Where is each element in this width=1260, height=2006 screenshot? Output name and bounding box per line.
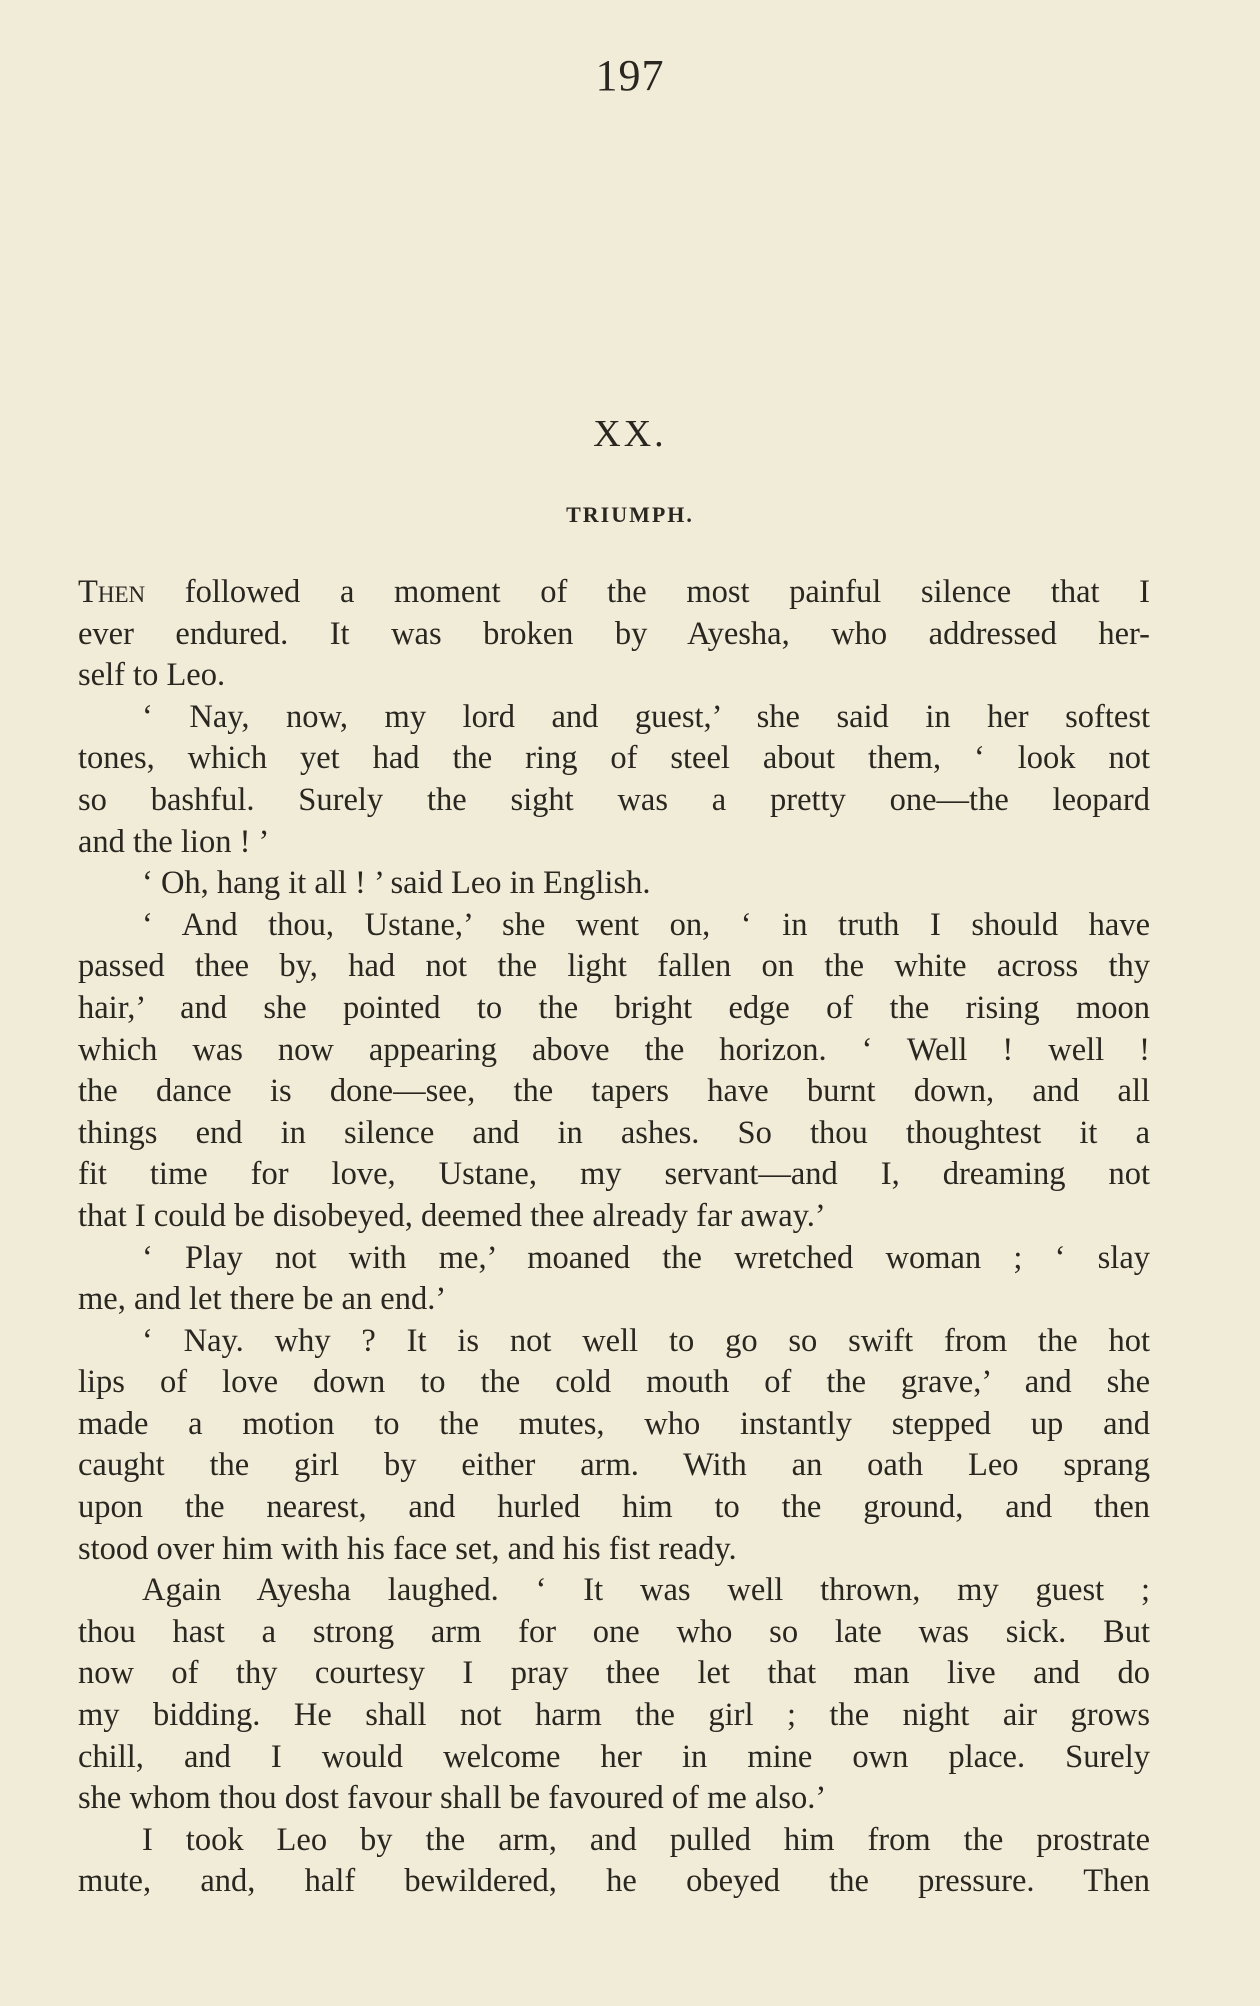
- text-line: thou hast a strong arm for one who so late was sick. But: [78, 1613, 1150, 1650]
- page-number: 197: [595, 51, 665, 100]
- text-line: chill, and I would welcome her in mine own place. Surely: [78, 1738, 1150, 1775]
- text-line: me, and let there be an end.’: [78, 1281, 447, 1318]
- text-line: mute, and, half bewildered, he obeyed the pressure. Then: [78, 1863, 1150, 1900]
- drop-word: Then: [78, 574, 146, 610]
- text-line: lips of love down to the cold mouth of the grave,’ and she: [78, 1364, 1150, 1401]
- text-line: now of thy courtesy I pray thee let that man live and do: [78, 1655, 1150, 1692]
- text-line: things end in silence and in ashes. So thou thoughtest it a: [78, 1114, 1150, 1151]
- body-text: [78, 572, 1150, 1903]
- chapter-title: TRIUMPH.: [566, 502, 694, 527]
- text-line: ‘ Oh, hang it all ! ’ said Leo in English.: [142, 865, 651, 902]
- text-line: ‘ Nay, now, my lord and guest,’ she said in her softest: [142, 698, 1150, 735]
- text-line: made a motion to the mutes, who instantly stepped up and: [78, 1405, 1150, 1442]
- text-line: and the lion ! ’: [78, 823, 270, 860]
- text-line: passed thee by, had not the light fallen on the white across thy: [78, 948, 1150, 985]
- chapter-number: XX.: [593, 413, 667, 455]
- text-line: [78, 572, 1150, 614]
- text-line: tones, which yet had the ring of steel about them, ‘ look not: [78, 740, 1150, 777]
- text-line: hair,’ and she pointed to the bright edge of the rising moon: [78, 989, 1150, 1026]
- text-line: ‘ Play not with me,’ moaned the wretched woman ; ‘ slay: [142, 1239, 1150, 1276]
- text-line: upon the nearest, and hurled him to the ground, and then: [78, 1489, 1150, 1526]
- text-line: she whom thou dost favour shall be favoured of me also.’: [78, 1780, 827, 1817]
- text-line: so bashful. Surely the sight was a pretty one—the leopard: [78, 781, 1150, 818]
- text-line: I took Leo by the arm, and pulled him from the prostrate: [142, 1821, 1150, 1858]
- text-line: that I could be disobeyed, deemed thee already far away.’: [78, 1197, 826, 1234]
- text-line: ever endured. It was broken by Ayesha, who addressed her-: [78, 615, 1150, 652]
- text-line: Again Ayesha laughed. ‘ It was well thrown, my guest ;: [142, 1572, 1150, 1609]
- text-line: ‘ Nay. why ? It is not well to go so swift from the hot: [142, 1322, 1150, 1359]
- text-line: the dance is done—see, the tapers have burnt down, and all: [78, 1073, 1150, 1110]
- text-line: fit time for love, Ustane, my servant—and I, dreaming not: [78, 1156, 1150, 1193]
- text-line: stood over him with his face set, and his fist ready.: [78, 1530, 737, 1567]
- text-line: caught the girl by either arm. With an oath Leo sprang: [78, 1447, 1150, 1484]
- text-line-rest: followed a moment of the most painful silence that I: [145, 574, 1150, 610]
- text-line: ‘ And thou, Ustane,’ she went on, ‘ in truth I should have: [142, 906, 1150, 943]
- text-line: my bidding. He shall not harm the girl ; the night air grows: [78, 1697, 1150, 1734]
- text-line: self to Leo.: [78, 657, 226, 694]
- text-line: which was now appearing above the horizon. ‘ Well ! well !: [78, 1031, 1150, 1068]
